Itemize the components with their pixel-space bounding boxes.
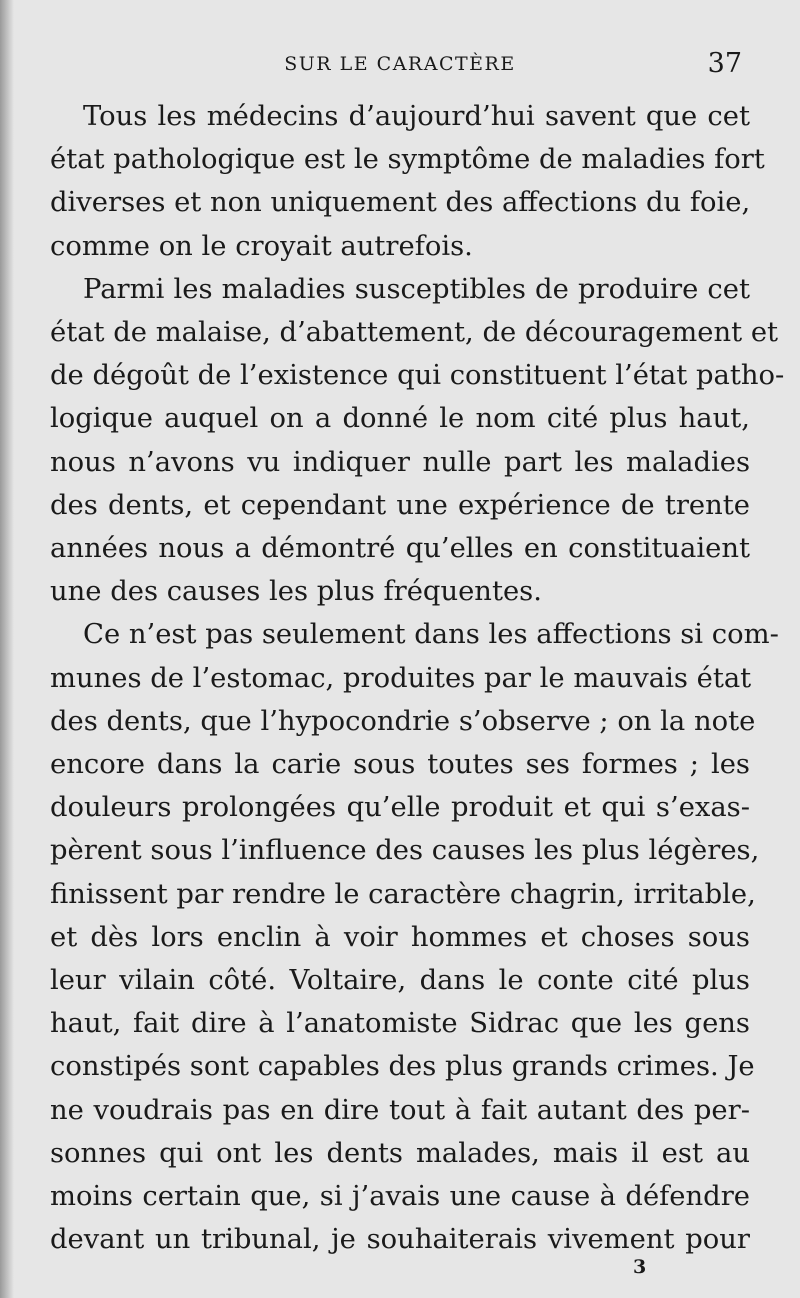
text-line: de dégoût de l’existence qui constituent l’état patho-	[50, 360, 785, 392]
text-line: pèrent sous l’influence des causes les plus légères,	[50, 835, 760, 867]
running-title: SUR LE CARACTÈRE	[284, 53, 516, 75]
text-line: des dents, et cependant une expérience de trente	[50, 489, 750, 521]
paragraph-1	[50, 95, 765, 268]
text-line: des dents, que l’hypocondrie s’observe ; on la note	[50, 705, 756, 737]
text-line: nous n’avons vu indiquer nulle part les maladies	[50, 446, 750, 478]
text-line: encore dans la carie sous toutes ses formes ; les	[50, 749, 750, 781]
text-line: munes de l’estomac, produites par le mauvais état	[50, 662, 752, 694]
signature-mark: 3	[633, 1256, 647, 1278]
text-line: état pathologique est le symptôme de maladies fort	[50, 144, 765, 176]
text-line: Ce n’est pas seulement dans les affections si com-	[83, 619, 779, 651]
text-line: une des causes les plus fréquentes.	[50, 576, 542, 608]
text-line: sonnes qui ont les dents malades, mais il est au	[50, 1137, 750, 1169]
text-line: leur vilain côté. Voltaire, dans le conte cité plus	[50, 965, 750, 997]
paragraph-3	[50, 613, 779, 1261]
text-line: constipés sont capables des plus grands crimes. Je	[50, 1051, 755, 1083]
text-line: douleurs prolongées qu’elle produit et qui s’exas-	[50, 792, 750, 824]
text-line: état de malaise, d’abattement, de découragement et	[50, 317, 779, 349]
text-line: finissent par rendre le caractère chagrin, irritable,	[50, 878, 756, 910]
page-number: 37	[707, 48, 742, 79]
text-line: moins certain que, si j’avais une cause à défendre	[50, 1181, 750, 1213]
text-line: logique auquel on a donné le nom cité plus haut,	[50, 403, 750, 435]
page-edge-shadow	[0, 0, 14, 1298]
page-body	[50, 95, 785, 1261]
text-line: et dès lors enclin à voir hommes et choses sous	[50, 921, 750, 953]
text-line: Tous les médecins d’aujourd’hui savent que cet	[83, 101, 750, 132]
text-line: comme on le croyait autrefois.	[50, 230, 473, 262]
text-line: années nous a démontré qu’elles en constituaient	[50, 533, 750, 565]
text-line: devant un tribunal, je souhaiterais vivement pour	[50, 1224, 750, 1256]
text-line: haut, fait dire à l’anatomiste Sidrac que les gens	[50, 1008, 750, 1040]
text-line: ne voudrais pas en dire tout à fait autant des per-	[50, 1094, 750, 1126]
page-header	[50, 44, 750, 84]
text-line: Parmi les maladies susceptibles de produire cet	[83, 273, 750, 305]
text-line: diverses et non uniquement des affections du foie,	[50, 187, 751, 219]
paragraph-2	[50, 268, 785, 614]
